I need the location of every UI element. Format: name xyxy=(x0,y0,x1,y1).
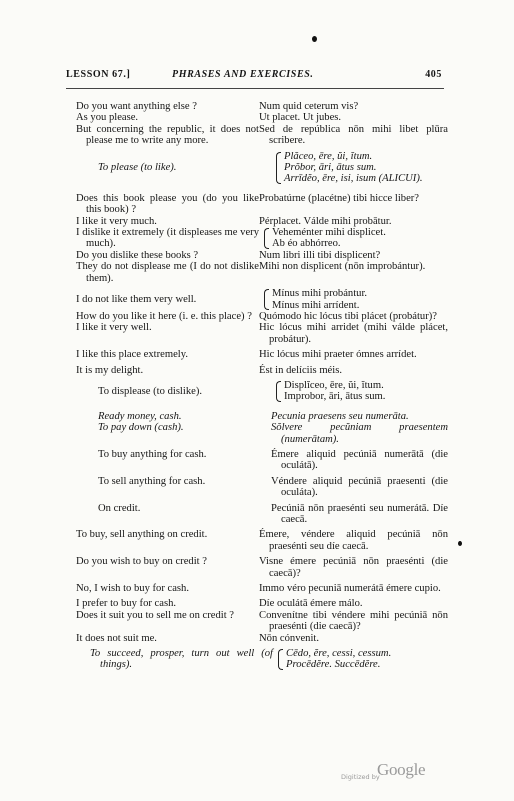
latin-line: Prŏbor, āri, ātus sum. xyxy=(284,162,377,174)
page-title: PHRASES AND EXERCISES. xyxy=(172,69,314,80)
latin-phrase: Véndere aliquid pecúniā praesenti (die oculáta). xyxy=(271,475,448,499)
brace-mark xyxy=(273,380,281,403)
latin-phrase xyxy=(271,151,448,185)
brace-group xyxy=(270,288,448,311)
english-phrase: Ready money, cash. xyxy=(98,410,182,422)
phrase-row xyxy=(76,380,448,403)
english-phrase: I prefer to buy for cash. xyxy=(76,598,177,610)
english-phrase: As you please. xyxy=(76,112,139,124)
latin-phrase: Nōn cónvenit. xyxy=(259,632,320,644)
phrase-row xyxy=(76,503,448,526)
english-phrase: To buy, sell anything on credit. xyxy=(76,529,208,541)
phrase-row xyxy=(76,365,448,376)
english-phrase: To sell anything for cash. xyxy=(98,475,206,487)
english-phrase: To succeed, prosper, turn out well (of things). xyxy=(90,648,273,671)
english-phrase: Does this book please you (do you like this book) ? xyxy=(76,192,259,216)
latin-line: Mínus mihi probántur. xyxy=(272,288,368,300)
latin-line: Mínus mihi arrídent. xyxy=(272,299,360,311)
english-phrase: To pay down (cash). xyxy=(98,422,184,434)
phrase-row xyxy=(76,598,448,609)
phrase-row xyxy=(76,529,448,552)
phrase-row xyxy=(76,216,448,227)
brace-mark xyxy=(261,288,269,311)
phrase-row xyxy=(76,311,448,322)
latin-phrase: Num libri illi tibi displicent? xyxy=(259,249,381,261)
latin-phrase: Émere, véndere aliquid pecúniā nōn praesénti seu díe caecā. xyxy=(259,529,448,552)
brace-group xyxy=(284,648,448,671)
phrase-row xyxy=(76,261,448,284)
latin-phrase: Immo véro pecuniā numerátā émere cupio. xyxy=(259,583,441,595)
latin-phrase: Num quid ceterum vis? xyxy=(259,101,359,112)
latin-phrase: Pérplacet. Válde mihi probātur. xyxy=(259,215,392,227)
english-phrase: They do not displease me (I do not dislike them). xyxy=(76,261,259,284)
latin-line: Improbor, āri, ātus sum. xyxy=(284,391,386,403)
latin-phrase: Ést in delíciis méis. xyxy=(259,364,342,376)
brace-group xyxy=(282,151,448,185)
phrase-row xyxy=(76,101,448,112)
phrase-row xyxy=(76,288,448,311)
latin-phrase: Mihi non displicent (nōn improbántur). xyxy=(259,261,426,273)
english-phrase: I like this place extremely. xyxy=(76,349,188,361)
phrase-row xyxy=(76,633,448,644)
english-phrase: On credit. xyxy=(98,502,141,514)
english-phrase: I like it very much. xyxy=(76,215,157,227)
latin-phrase: Émere aliquid pecúniā numerātā (die oculátā). xyxy=(271,448,448,472)
latin-phrase: Ut placet. Ut jubes. xyxy=(259,112,342,124)
latin-phrase: Pecúniā nōn praesénti seu numerátā. Díe caecā. xyxy=(271,502,448,525)
phrase-row xyxy=(76,648,448,671)
phrase-row xyxy=(76,583,448,594)
header-rule xyxy=(66,88,444,89)
latin-phrase: Probatúrne (placétne) tibi hicce liber? xyxy=(259,192,420,204)
phrase-row xyxy=(76,227,448,250)
phrase-row xyxy=(76,476,448,499)
ink-dot xyxy=(458,541,462,546)
page-number: 405 xyxy=(425,69,442,80)
english-phrase: Do you dislike these books ? xyxy=(76,249,199,261)
english-phrase: But concerning the republic, it does not please me to write any more. xyxy=(76,123,259,147)
latin-line: Displĭceo, ēre, ŭi, ĭtum. xyxy=(284,379,384,391)
english-phrase: I like it very well. xyxy=(76,322,152,334)
phrase-row xyxy=(76,151,448,185)
latin-line: Ab éo abhórreo. xyxy=(272,238,341,250)
latin-phrase: Quómodo hic lócus tibi plácet (probátur)? xyxy=(259,310,437,322)
phrase-row xyxy=(76,250,448,261)
latin-phrase xyxy=(259,288,448,311)
english-phrase: Do you want anything else ? xyxy=(76,101,197,112)
phrase-row xyxy=(76,322,448,345)
latin-phrase: Hic lócus mihi arridet (mihi válde plácet, probátur). xyxy=(259,322,448,345)
phrase-row xyxy=(76,422,448,445)
latin-line: Plăceo, ēre, ŭi, ĭtum. xyxy=(284,150,373,162)
latin-phrase: Visne émere pecúniā nōn praesénti (die caecā)? xyxy=(259,556,448,579)
latin-line: Procēdĕre. Succēdĕre. xyxy=(286,659,381,671)
latin-phrase: Hic lócus mihi praeter ómnes arrídet. xyxy=(259,349,417,361)
latin-phrase: Sed de república nōn mihi libet plūra scribere. xyxy=(259,123,448,147)
brace-group xyxy=(270,227,448,250)
brace-mark xyxy=(261,227,269,250)
english-phrase: It does not suit me. xyxy=(76,632,157,644)
phrase-row xyxy=(76,610,448,633)
english-phrase: To displease (to dislike). xyxy=(98,385,202,397)
latin-line: Veheménter mihi displicet. xyxy=(272,227,386,239)
latin-phrase: Sŏlvere pecŭniam praesentem (numerātam). xyxy=(271,422,448,445)
english-phrase: I dislike it extremely (it displeases me very much). xyxy=(76,227,259,250)
latin-phrase xyxy=(271,380,448,403)
english-phrase: To please (to like). xyxy=(98,162,177,174)
phrase-row xyxy=(76,124,448,147)
latin-phrase xyxy=(259,227,448,250)
lesson-number: LESSON 67.] xyxy=(66,69,131,80)
phrase-row xyxy=(76,349,448,360)
english-phrase: I do not like them very well. xyxy=(76,293,197,305)
brace-mark xyxy=(275,648,283,671)
latin-phrase: Díe oculátā émere málo. xyxy=(259,598,363,610)
phrase-row xyxy=(76,193,448,216)
google-logo: Google xyxy=(377,760,426,779)
watermark-small-text: Digitized by xyxy=(341,773,380,781)
phrase-list xyxy=(76,101,448,671)
english-phrase: No, I wish to buy for cash. xyxy=(76,583,189,595)
ink-dot xyxy=(312,36,317,42)
phrase-row xyxy=(76,449,448,472)
latin-phrase xyxy=(273,648,448,671)
english-phrase: How do you like it here (i. e. this place) ? xyxy=(76,310,252,322)
english-phrase: Does it suit you to sell me on credit ? xyxy=(76,609,234,621)
latin-phrase: Pecunia praesens seu numerāta. xyxy=(271,410,409,422)
brace-group xyxy=(282,380,448,403)
running-header xyxy=(66,69,442,83)
latin-phrase: Convenítne tibi véndere mihi pecúniā nōn praesénti (die caecā)? xyxy=(259,609,448,633)
english-phrase: To buy anything for cash. xyxy=(98,448,207,460)
english-phrase: It is my delight. xyxy=(76,364,144,376)
latin-line: Arrīdĕo, ēre, isi, isum (ALICUI). xyxy=(284,173,423,185)
brace-mark xyxy=(273,151,281,185)
phrase-row xyxy=(76,112,448,123)
latin-line: Cēdo, ĕre, cessi, cessum. xyxy=(286,648,392,660)
phrase-row xyxy=(76,556,448,579)
english-phrase: Do you wish to buy on credit ? xyxy=(76,556,207,568)
phrase-row xyxy=(76,411,448,422)
